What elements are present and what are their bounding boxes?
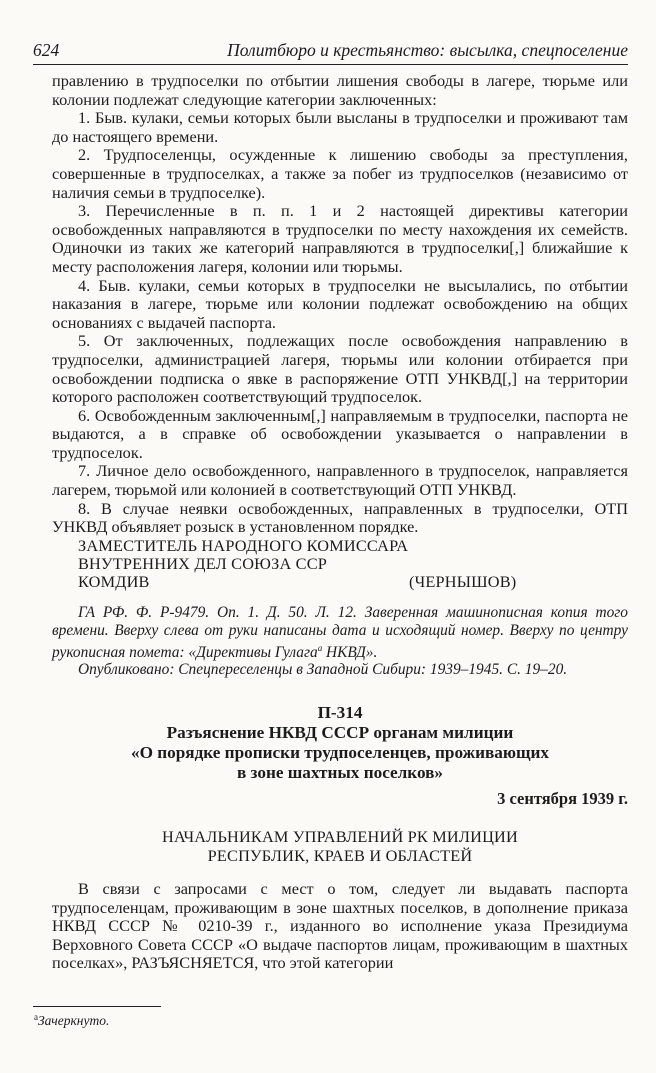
clarification-paragraph: В связи с запросами с мест о том, следует ли выдавать паспорта трудпоселенцам, проживающим в зоне шахтных поселков, в дополнение приказа НКВД СССР № 0210-39 г., изданного во исполнение указа Президиума Верховного Совета СССР «О выдаче паспортов лицам, проживающим в шахтных поселках», РАЗЪЯСНЯЕТСЯ, что этой категории — [52, 879, 628, 973]
source-note — [52, 604, 628, 679]
signature-title-line-2: ВНУТРЕННИХ ДЕЛ СОЮЗА ССР — [78, 554, 328, 574]
running-header — [33, 38, 628, 65]
addressee-line-1: НАЧАЛЬНИКАМ УПРАВЛЕНИЙ РК МИЛИЦИИ — [162, 827, 518, 846]
directive-text — [52, 72, 628, 537]
paragraph-item-5: 5. От заключенных, подлежащих после освобождения направлению в трудпоселки, администрацией лагеря, тюрьмы или колонии отбирается при освобождении подписка о явке в распоряжение ОТП УНКВД[,] на территории которого расположен соответствующий трудпоселок. — [52, 331, 628, 407]
document-number: П-314 — [317, 703, 363, 722]
document-date: 3 сентября 1939 г. — [497, 789, 628, 808]
document-heading — [52, 703, 628, 783]
document-title-line-3: в зоне шахтных поселков» — [236, 763, 444, 782]
footnote-marker: а — [317, 642, 323, 653]
signature-block — [78, 537, 598, 592]
signature-name: (ЧЕРНЫШОВ) — [409, 572, 517, 592]
document-title-line-2: «О порядке прописки трудпоселенцев, проживающих — [130, 743, 550, 762]
document-title-line-1: Разъяснение НКВД СССР органам милиции — [166, 723, 514, 742]
paragraph-item-6: 6. Освобожденным заключенным[,] направляемым в трудпоселки, паспорта не выдаются, а в справке об освобождении указывается о направлении в трудпоселок. — [52, 405, 628, 462]
addressee-line-2: РЕСПУБЛИК, КРАЕВ И ОБЛАСТЕЙ — [207, 845, 473, 865]
page-number: 624 — [33, 40, 60, 60]
publication-reference: Опубликовано: Спецпереселенцы в Западной Сибири: 1939–1945. С. 19–20. — [78, 661, 568, 679]
paragraph-continuation: правлению в трудпоселки по отбытии лишения свободы в лагере, тюрьме или колонии подлежат следующие категории заключенных: — [52, 71, 628, 109]
signature-rank-line — [78, 573, 598, 591]
paragraph-item-2: 2. Трудпоселенцы, осужденные к лишению свободы за преступления, совершенные в трудпоселках, а также за побег из трудпоселков (независимо от наличия семьи в трудпоселке). — [52, 145, 628, 202]
archive-reference: ГА РФ. Ф. Р-9479. Оп. 1. Д. 50. Л. 12. Заверенная машинописная копия того времени. Вверху слева от руки написаны дата и исходящий номер. Вверху по центру рукописная помета: «Директивы Гулага$^а$ НКВД». — [52, 604, 628, 661]
paragraph-item-3: 3. Перечисленные в п. п. 1 и 2 настоящей директивы категории освобожденных направляются в трудпоселки по месту нахождения их семейств. Одиночки из таких же категорий направляются в трудпоселки[,] ближайшие к месту расположения лагеря, колонии или тюрьмы. — [52, 201, 628, 276]
paragraph-item-7: 7. Личное дело освобожденного, направленного в трудпоселок, направляется лагерем, тюрьмой или колонией в соответствующий ОТП УНКВД. — [52, 461, 628, 500]
signature-title-line-1: ЗАМЕСТИТЕЛЬ НАРОДНОГО КОМИССАРА — [78, 536, 409, 555]
addressee — [52, 828, 628, 865]
running-title: Политбюро и крестьянство: высылка, спецпоселение — [227, 40, 628, 60]
clarification-text — [52, 880, 628, 973]
signature-rank: КОМДИВ — [78, 572, 150, 592]
footnote — [34, 1012, 109, 1029]
footnote-text: Зачеркнуто. — [38, 1013, 110, 1028]
footnote-divider — [33, 1006, 161, 1007]
paragraph-item-8: 8. В случае неявки освобожденных, направленных в трудпоселки, ОТП УНКВД объявляет розыск в установленном порядке. — [52, 498, 628, 537]
footnote-mark: а — [34, 1012, 38, 1022]
paragraph-item-4: 4. Быв. кулаки, семьи которых в трудпоселки не высылались, по отбытии наказания в лагере, тюрьме или колонии подлежат освобождению на общих основаниях с выдачей паспорта. — [52, 275, 628, 332]
paragraph-item-1: 1. Быв. кулаки, семьи которых были высланы в трудпоселки и проживают там до настоящего времени. — [52, 108, 628, 146]
